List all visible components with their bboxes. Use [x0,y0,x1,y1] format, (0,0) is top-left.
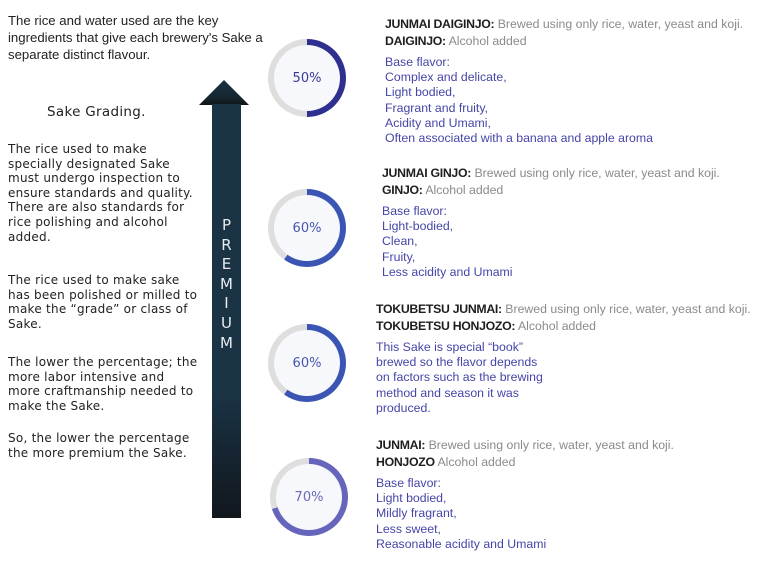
inspection-paragraph: The rice used to make specially designated Sake must undergo inspection to ensure standards and quality. There are also standards for rice polishing and alcohol added. [8,142,193,244]
grade-desc: Alcohol added [425,183,504,197]
flavor-line: Acidity and Umami, [385,115,491,130]
ring-percent: 60% [274,330,340,396]
flavor-list [376,340,768,416]
grade-name: TOKUBETSU HONJOZO: [376,319,516,333]
premium-letter: P [221,216,232,234]
junmai-line [385,16,768,33]
flavor-list [385,55,768,146]
flavor-line: Reasonable acidity and Umami [376,536,547,551]
grade-name: JUNMAI DAIGINJO: [385,17,495,31]
premium-letter: I [224,294,229,313]
premium-letter: U [221,313,232,332]
grade-section-junmai [376,437,768,552]
grade-section-tokubetsu [376,301,768,416]
polish-ring-60b [268,324,346,402]
flavor-line: method and season it was [376,385,519,400]
intro-text: The rice and water used are the key ingredients that give each brewery's Sake a separate distinct flavour. [8,13,263,62]
flavor-line: Fragrant and fruity, [385,100,488,115]
premium-paragraph: So, the lower the percentage the more premium the Sake. [8,431,190,460]
flavor-line: Fruity, [382,249,416,264]
grade-section-junmai-daiginjo [385,16,768,146]
grade-name: TOKUBETSU JUNMAI: [376,302,502,316]
flavor-line: Complex and delicate, [385,70,507,85]
premium-label [212,216,241,353]
grade-desc: Brewed using only rice, water, yeast and koji. [505,302,751,316]
flavor-line: on factors such as the brewing [376,370,543,385]
sake-grading-title: Sake Grading. [47,104,146,120]
grade-name: GINJO: [382,183,423,197]
flavor-line: Less sweet, [376,521,441,536]
grade-desc: Alcohol added [517,319,596,333]
grade-desc: Alcohol added [448,34,527,48]
flavor-line: Clean, [382,234,418,249]
flavor-line: produced. [376,400,431,415]
flavor-line: Mildly fragrant, [376,506,457,521]
flavor-line: Base flavor: [382,204,447,218]
ring-percent: 50% [274,45,340,111]
flavor-line: Often associated with a banana and apple aroma [385,131,653,146]
polishing-paragraph: The rice used to make sake has been polished or milled to make the “grade” or class of Sake. [8,273,198,331]
premium-letter: E [221,255,232,274]
alt-line [382,182,768,199]
alt-line [376,454,768,471]
flavor-line: Light bodied, [376,491,447,506]
ring-percent: 70% [276,464,342,530]
grade-desc: Brewed using only rice, water, yeast and koji. [428,438,674,452]
junmai-line [376,301,768,318]
flavor-line: Light-bodied, [382,219,454,234]
polish-ring-70 [270,458,348,536]
arrow-up-icon [199,80,249,105]
flavor-line: Less acidity and Umami [382,264,513,279]
grade-desc: Brewed using only rice, water, yeast and koji. [497,17,744,31]
grade-name: JUNMAI: [376,438,426,452]
grade-name: JUNMAI GINJO: [382,166,472,180]
flavor-line: brewed so the flavor depends [376,355,538,370]
premium-letter: R [221,235,232,254]
alt-line [385,33,768,50]
alt-line [376,318,768,335]
flavor-line: Base flavor: [376,476,441,490]
flavor-line: Light bodied, [385,85,456,100]
flavor-list [376,476,768,552]
polish-ring-50 [268,39,346,117]
grade-desc: Alcohol added [437,455,516,469]
junmai-line [376,437,768,454]
junmai-line [382,165,768,182]
grade-name: HONJOZO [376,455,435,469]
polish-ring-60 [268,189,346,267]
flavor-line: This Sake is special “book” [376,340,523,354]
flavor-line: Base flavor: [385,55,450,69]
grade-desc: Brewed using only rice, water, yeast and koji. [474,166,720,180]
flavor-list [382,204,768,280]
percentage-paragraph: The lower the percentage; the more labor intensive and more craftmanship needed to make the Sake. [8,355,198,413]
premium-letter: M [220,333,233,352]
premium-letter: M [220,274,233,293]
ring-percent: 60% [274,195,340,261]
grade-name: DAIGINJO: [385,34,446,48]
grade-section-junmai-ginjo [382,165,768,280]
